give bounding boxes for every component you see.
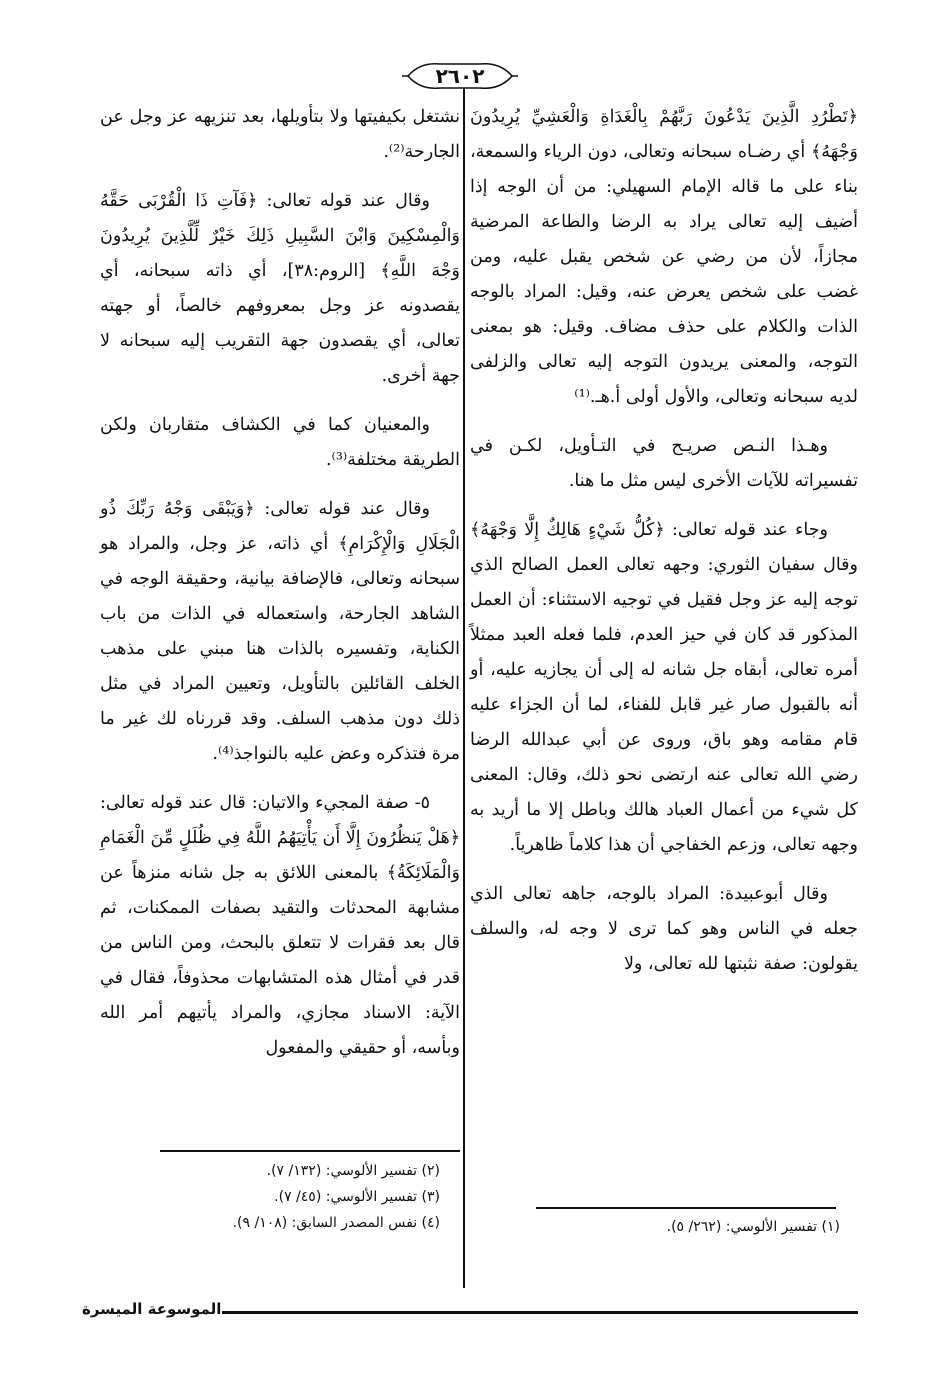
footer-rule — [222, 1311, 858, 1314]
page-number-frame — [400, 60, 520, 92]
paragraph: نشتغل بكيفيتها ولا بتأويلها، بعد تنزيهه عز وجل عن الجارحة⁽²⁾. — [100, 107, 460, 162]
paragraph: ﴿تَطْرُدِ الَّذِينَ يَدْعُونَ رَبَّهُمْ بِالْغَدَاةِ وَالْعَشِيِّ يُرِيدُونَ وَجْهَهُ﴾ أي رضـاه سبحانه وتعالى، دون الرياء والسمعة، بناء على ما قاله الإمام السهيلي: من أن الوجه إذا أضيف إليه تعالى يراد به الرضا والطاعة المرضية مجازاً، لأن من رضي عن شخص يقبل عليه، ومن غضب على شخص يعرض عنه، وقيل: المراد بالوجه الذات والكلام على حذف مضاف. وقيل: هو بمعنى التوجه، والمعنى يريدون التوجه إليه تعالى والزلفى لديه سبحانه وتعالى، والأول أولى أ.هـ.⁽¹⁾ — [470, 107, 858, 407]
paragraph: وقال عند قوله تعالى: ﴿وَيَبْقَى وَجْهُ رَبِّكَ ذُو الْجَلَالِ وَالْإِكْرَامِ﴾ أي ذاته، عز وجل، والمراد هو سبحانه وتعالى، فالإضافة بيانية، وحقيقة الوجه في الشاهد الجارحة، واستعماله في الذات من باب الكناية، وتفسيره بالذات هنا مبني على مذهب الخلف القائلين بالتأويل، وتعيين المراد في مثل ذلك دون مذهب السلف. وقد قررناه لك غير ما مرة فتذكره وعض عليه بالنواجذ⁽⁴⁾. — [100, 499, 460, 764]
paragraph: ٥- صفة المجيء والاتيان: قال عند قوله تعالى: ﴿هَلْ يَنظُرُونَ إِلَّا أَن يَأْتِيَهُمُ اللَّهُ فِي ظُلَلٍ مِّنَ الْغَمَامِ وَالْمَلَائِكَةُ﴾ بالمعنى اللائق به جل شانه منزهاً عن مشابهة المحدثات والتقيد بصفات الممكنات، ثم قال بعد فقرات لا تتعلق بالبحث، ومن الناس من قدر في أمثال هذه المتشابهات محذوفاً، فقال في الآية: الاسناد مجازي، والمراد يأتيهم أمر الله وبأسه، أو حقيقي والمفعول — [100, 793, 460, 1058]
footer-title: الموسوعة الميسرة — [82, 1300, 222, 1318]
column-divider — [463, 88, 465, 1288]
footnote-separator — [536, 1207, 836, 1209]
footnote-separator — [160, 1150, 460, 1152]
paragraph: وهـذا النـص صريـح في التـأويل، لكـن في تفسيراته للآيات الأخرى ليس مثل ما هنا. — [470, 436, 858, 491]
right-column — [470, 100, 858, 996]
footnote-left: (٣) تفسير الألوسي: (٤٥/ ٧). — [274, 1189, 440, 1205]
footnote-right: (١) تفسير الألوسي: (٢٦٢/ ٥). — [666, 1219, 840, 1235]
paragraph: والمعنيان كما في الكشاف متقاربان ولكن الطريقة مختلفة⁽³⁾. — [100, 415, 460, 470]
footnote-left: (٤) نفس المصدر السابق: (١٠٨/ ٩). — [232, 1215, 440, 1231]
paragraph: وقال أبوعبيدة: المراد بالوجه، جاهه تعالى الذي جعله في الناس وهو كما ترى لا وجه له، والسلف يقولون: صفة نثبتها لله تعالى، ولا — [470, 884, 858, 974]
footnote-left: (٢) تفسير الألوسي: (١٣٢/ ٧). — [266, 1163, 440, 1179]
paragraph: وقال عند قوله تعالى: ﴿فَآتِ ذَا الْقُرْبَى حَقَّهُ وَالْمِسْكِينَ وَابْنَ السَّبِيلِ ذَلِكَ خَيْرٌ لِّلَّذِينَ يُرِيدُونَ وَجْهَ اللَّهِ﴾ [الروم:٣٨]، أي ذاته سبحانه، أي يقصدونه عز وجل بمعروفهم خالصاً، أو جهته تعالى، أي يقصدون جهة التقريب إليه سبحانه لا جهة أخرى. — [100, 191, 460, 386]
left-column — [100, 100, 460, 1080]
page-number: ٢٦٠٢ — [435, 64, 485, 88]
paragraph: وجاء عند قوله تعالى: ﴿كُلُّ شَيْءٍ هَالِكٌ إِلَّا وَجْهَهُ﴾ وقال سفيان الثوري: وجهه تعالى العمل الصالح الذي توجه إليه عز وجل فقيل في توجيه الاستثناء: أن العمل المذكور قد كان في حيز العدم، فلما فعله العبد ممثلاً أمره تعالى، أبقاه جل شانه له إلى أن يجازيه عليه، أو أنه بالقبول صار غير قابل للفناء، لما أن الجزاء عليه قام مقامه وهو باق، وروى عن أبي عبدالله الرضا رضي الله تعالى عنه ارتضى نحو ذلك، وقال: المعنى كل شيء من أعمال العباد هالك وباطل إلا ما أريد به وجهه تعالى، وزعم الخفاجي أن هذا كلاماً ظاهرياً. — [470, 520, 858, 855]
